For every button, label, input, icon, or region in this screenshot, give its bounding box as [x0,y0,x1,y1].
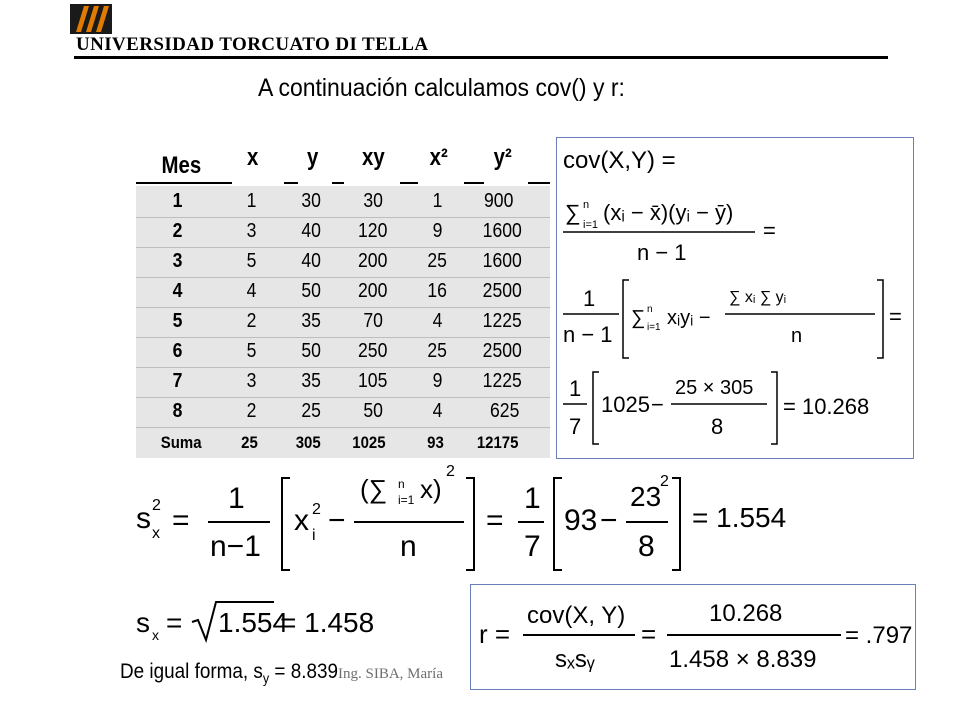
svg-text:i=1: i=1 [583,219,598,231]
variance-x-formula [130,462,730,582]
author-overlay: Ing. SIBA, María [338,666,443,682]
table-row [136,366,550,398]
header-divider [74,56,888,59]
cell-y: 35 [301,370,321,392]
svg-text:i=1: i=1 [647,322,661,333]
cell-x: 3 [246,220,257,242]
cell-x2: 9 [432,370,443,392]
svg-text:n: n [398,477,405,491]
svg-text:x: x [152,525,160,542]
svg-text:=: = [641,619,657,649]
cell-mes: 7 [172,370,183,392]
table-header [136,138,550,186]
cell-y2: 2500 [482,280,522,302]
header-underline [284,182,298,184]
svg-text:∑: ∑ [631,307,646,329]
svg-text:x): x) [420,474,442,504]
svg-text:−: − [328,504,346,537]
cell-y2: 1600 [482,220,522,242]
svg-text:s: s [136,607,150,638]
table-row [136,396,550,428]
col-header-x2: x² [429,144,448,171]
cell-y2: 900 [484,190,514,212]
cell-y2: 1225 [482,310,522,332]
university-logo [70,4,112,34]
cell-y2: 625 [490,400,520,422]
svg-text:(∑: (∑ [360,474,388,504]
cell-y: 50 [301,340,321,362]
cell-xy: 120 [358,220,388,242]
cell-xy: 200 [358,280,388,302]
svg-text:n − 1: n − 1 [637,240,687,265]
cell-mes: 4 [172,280,183,302]
std-x-formula [130,596,390,646]
svg-text:n: n [791,325,803,347]
table-row [136,306,550,338]
svg-text:=: = [486,504,504,537]
cell-x2: 1 [432,190,443,212]
cell-mes: 5 [172,310,183,332]
sum-xy: 1025 [352,433,386,452]
svg-text:1: 1 [583,286,596,311]
cell-x: 2 [246,310,257,332]
cell-mes: 2 [172,220,183,242]
covariance-formula [557,138,913,458]
svg-text:i: i [312,527,316,544]
cov-val-1025: 1025 [601,392,650,417]
sx2-val-93: 93 [564,504,598,537]
svg-text:=: = [889,304,902,329]
table-row [136,246,550,278]
footer-text: De igual forma, s [120,660,263,683]
svg-text:n − 1: n − 1 [563,322,613,347]
svg-text:−: − [651,392,664,417]
header-underline [400,182,418,184]
col-header-xy: xy [362,144,385,171]
svg-text:∑ xᵢ ∑ yᵢ: ∑ xᵢ ∑ yᵢ [729,289,787,306]
svg-text:2: 2 [446,463,455,480]
sx-result: = 1.458 [280,607,375,638]
correlation-formula [471,585,915,689]
header-underline [136,182,232,184]
cov-label: cov(X,Y) = [563,147,676,174]
col-header-y2: y² [493,144,512,171]
cell-x: 4 [246,280,257,302]
svg-text:8: 8 [638,530,655,563]
cell-xy: 70 [363,310,383,332]
cell-x2: 9 [432,220,443,242]
sx-radicand: 1.554 [218,607,289,638]
svg-text:=: = [763,218,776,243]
cell-y2: 2500 [482,340,522,362]
cell-x: 5 [246,250,257,272]
cell-x2: 25 [427,340,447,362]
cell-mes: 6 [172,340,183,362]
svg-text:8: 8 [711,414,724,439]
cell-y2: 1225 [482,370,522,392]
cell-y: 40 [301,220,321,242]
table-row [136,336,550,368]
cell-mes: 1 [172,190,183,212]
svg-text:7: 7 [569,414,582,439]
svg-text:2: 2 [660,473,669,490]
svg-text:1: 1 [228,482,245,515]
cell-y: 40 [301,250,321,272]
cell-y: 25 [301,400,321,422]
cov-result: = 10.268 [783,394,870,419]
svg-text:1: 1 [569,376,582,401]
svg-text:x: x [294,504,309,537]
cell-x: 2 [246,400,257,422]
r-den-val: 1.458 × 8.839 [669,646,817,673]
cov-sum-expr: ∑ [565,200,581,225]
svg-text:s: s [136,502,151,535]
svg-text:23: 23 [630,481,662,512]
table-row [136,216,550,248]
table-row [136,186,550,218]
cell-xy: 30 [363,190,383,212]
sum-row [136,428,550,458]
sum-x2: 93 [427,433,444,452]
svg-text:2: 2 [152,497,161,514]
r-result: = .797 [845,622,913,649]
cell-x2: 25 [427,250,447,272]
r-num-val: 10.268 [709,600,783,627]
col-header-y: y [307,144,319,171]
svg-text:=: = [172,504,190,537]
r-numerator: cov(X, Y) [527,602,626,629]
data-table [136,138,550,458]
cell-x2: 4 [432,400,443,422]
svg-text:r =: r = [479,619,511,649]
col-header-x: x [247,144,259,171]
svg-text:n: n [583,199,590,211]
cell-x2: 4 [432,310,443,332]
sum-y2: 12175 [476,433,519,452]
cell-xy: 50 [363,400,383,422]
cell-mes: 3 [172,250,183,272]
svg-text:=: = [166,607,183,638]
slide-title: A continuación calculamos cov() y r: [258,74,625,102]
col-header-mes: Mes [161,152,202,179]
footer-sub: y [262,670,270,687]
cell-mes: 8 [172,400,183,422]
cell-y: 30 [301,190,321,212]
header-underline [464,182,484,184]
covariance-formula-box [556,137,914,459]
variance-x-result: = 1.554 [692,502,787,533]
cell-x: 1 [246,190,257,212]
svg-text:n: n [647,304,653,315]
table-row [136,276,550,308]
svg-text:i=1: i=1 [398,493,415,507]
cell-x: 5 [246,340,257,362]
cell-y: 50 [301,280,321,302]
svg-text:7: 7 [524,530,541,563]
cell-x2: 16 [427,280,447,302]
svg-text:xᵢyᵢ −: xᵢyᵢ − [667,307,711,329]
sum-y: 305 [295,433,321,452]
footer-value: = 8.839 [269,660,338,683]
header-underline [528,182,550,184]
svg-text:n: n [400,530,417,563]
cell-xy: 250 [358,340,388,362]
svg-text:−: − [600,504,618,537]
cell-xy: 105 [358,370,388,392]
correlation-formula-box [470,584,916,690]
university-name: UNIVERSIDAD TORCUATO DI TELLA [76,34,429,55]
svg-text:1: 1 [524,482,541,515]
cell-y2: 1600 [482,250,522,272]
svg-text:x: x [152,627,159,643]
cov-val-25x305: 25 × 305 [675,377,754,399]
svg-text:(xᵢ − x̄)(yᵢ − ȳ): (xᵢ − x̄)(yᵢ − ȳ) [603,200,734,225]
r-denominator: sₓsᵧ [555,646,595,673]
cell-y: 35 [301,310,321,332]
cell-x: 3 [246,370,257,392]
sum-label: Suma [160,433,202,452]
sum-x: 25 [241,433,258,452]
cell-xy: 200 [358,250,388,272]
header-underline [332,182,344,184]
svg-text:2: 2 [312,501,321,518]
footer-note [120,660,338,686]
svg-text:n−1: n−1 [210,530,261,563]
